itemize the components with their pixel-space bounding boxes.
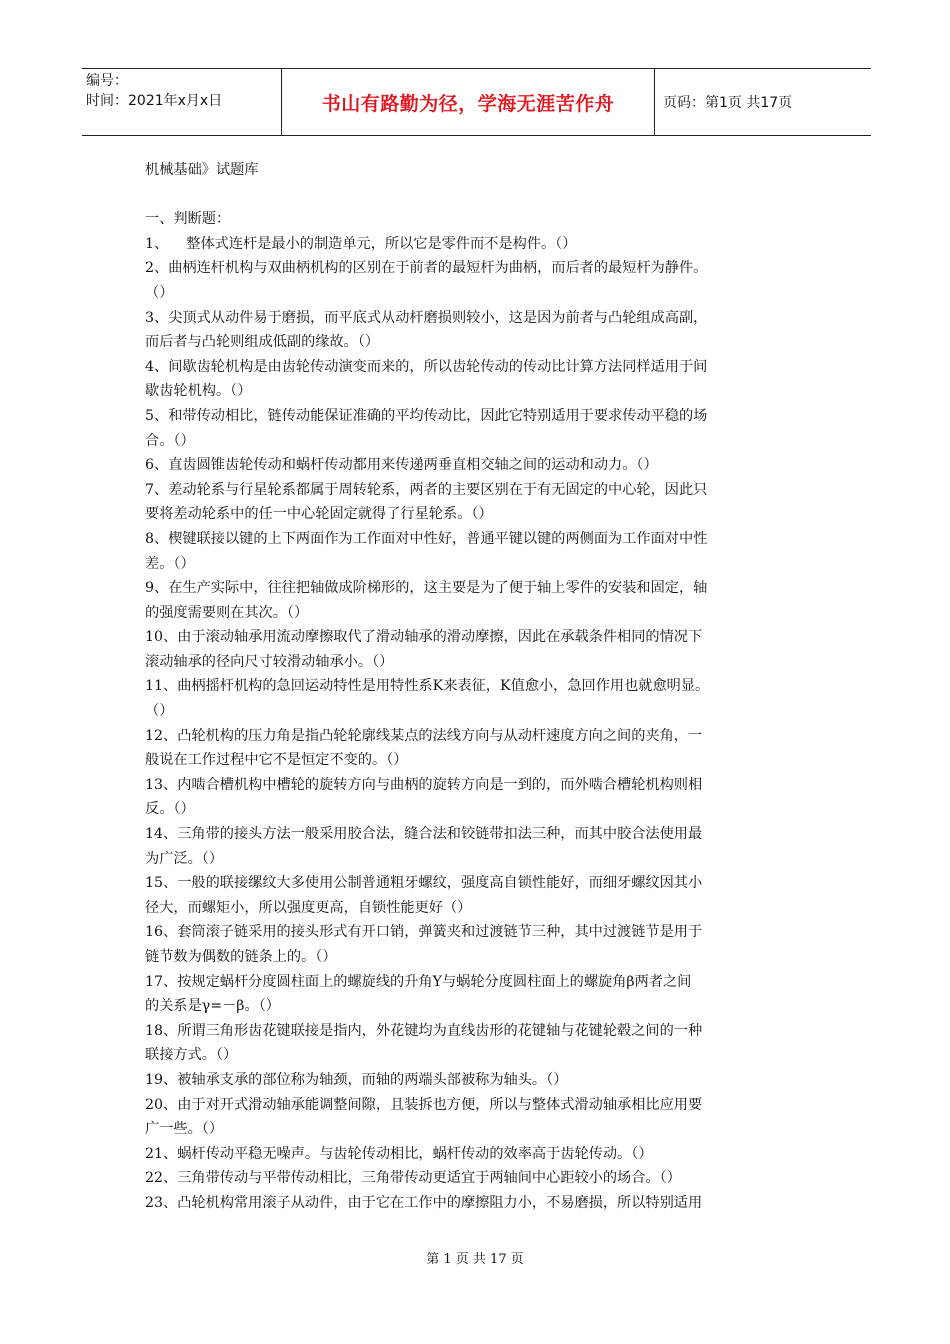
question-list (145, 232, 825, 1216)
question-line: 15、一般的联接缧纹大多使用公制普通粗牙螺纹，强度高自锁性能好，而细牙螺纹因其小 (145, 875, 703, 892)
question-item (145, 1019, 825, 1068)
question-line: 而后者与凸轮则组成低副的缘故。（） (145, 334, 380, 351)
header-motto-cell (282, 69, 655, 135)
question-line: （） (145, 284, 174, 301)
question-line: 23、凸轮机构常用滚子从动件，由于它在工作中的摩擦阻力小，不易磨损，所以特别适用 (145, 1194, 703, 1211)
question-line: 要将差动轮系中的任一中心轮固定就得了行星轮系。（） (145, 506, 493, 523)
question-item (145, 478, 825, 527)
section-heading: 一、判断题： (145, 211, 231, 228)
document-number-label: 编号： (86, 73, 128, 89)
question-line: （） (145, 703, 174, 720)
question-item (145, 773, 825, 822)
question-line: 5、和带传动相比，链传动能保证准确的平均传动比，因此它特别适用于要求传动平稳的场 (145, 407, 708, 424)
question-item (145, 1093, 825, 1142)
question-item (145, 920, 825, 969)
question-line: 7、差动轮系与行星轮系都属于周转轮系，两者的主要区别在于有无固定的中心轮，因此只 (145, 481, 708, 498)
question-line: 径大，而螺矩小，所以强度更高，自锁性能更好（） (145, 899, 472, 916)
question-item (145, 1166, 825, 1191)
question-item (145, 232, 825, 257)
question-item (145, 822, 825, 871)
question-line: 8、楔键联接以键的上下两面作为工作面对中性好，普通平键以键的两侧面为工作面对中性 (145, 530, 708, 547)
question-item (145, 1191, 825, 1216)
question-item (145, 306, 825, 355)
question-line: 6、直齿圆锥齿轮传动和蜗杆传动都用来传递两垂直相交轴之间的运动和动力。（） (145, 457, 658, 474)
question-line: 12、凸轮机构的压力角是指凸轮轮廓线某点的法线方向与从动杆速度方向之间的夹角，一 (145, 727, 703, 744)
question-item (145, 674, 825, 723)
question-item (145, 724, 825, 773)
question-line: 21、蜗杆传动平稳无噪声。与齿轮传动相比，蜗杆传动的效率高于齿轮传动。（） (145, 1145, 653, 1162)
question-line: 10、由于滚动轴承用流动摩擦取代了滑动轴承的滑动摩擦，因此在承载条件相同的情况下 (145, 629, 703, 646)
question-line: 20、由于对开式滑动轴承能调整间隙，且装拆也方便，所以与整体式滑动轴承相比应用要 (145, 1096, 703, 1113)
question-line: 19、被轴承支承的部位称为轴颈，而轴的两端头部被称为轴头。（） (145, 1071, 568, 1088)
question-item (145, 527, 825, 576)
document-body (145, 158, 825, 1216)
document-header (82, 68, 871, 136)
question-item (145, 871, 825, 920)
question-line: 反。（） (145, 801, 195, 818)
question-line: 9、在生产实际中，往往把轴做成阶梯形的，这主要是为了便于轴上零件的安装和固定，轴 (145, 580, 708, 597)
question-line: 差。（） (145, 555, 195, 572)
question-line: 3、尖顶式从动件易于磨损，而平底式从动杆磨损则较小，这是因为前者与凸轮组成高副， (145, 309, 708, 326)
question-line: 广一些。（） (145, 1121, 224, 1138)
question-item (145, 576, 825, 625)
question-line: 合。（） (145, 432, 195, 449)
question-line: 链节数为偶数的链条上的。（） (145, 949, 337, 965)
question-line: 13、内啮合槽机构中槽轮的旋转方向与曲柄的旋转方向是一到的，而外啮合槽轮机构则相 (145, 776, 703, 793)
question-line: 为广泛。（） (145, 850, 224, 867)
question-item (145, 1142, 825, 1167)
question-item (145, 453, 825, 478)
header-page-info: 页码：第1页 共17页 (663, 95, 793, 111)
question-line: 1、 整体式连杆是最小的制造单元，所以它是零件而不是构件。（） (145, 235, 577, 252)
question-line: 11、曲柄摇杆机构的急回运动特性是用特性系K来表征，K值愈小，急回作用也就愈明显。 (145, 678, 710, 695)
question-item (145, 404, 825, 453)
question-line: 18、所谓三角形齿花键联接是指内，外花键均为直线齿形的花键轴与花键轮毂之间的一种 (145, 1022, 703, 1039)
header-page-info-cell (655, 69, 871, 135)
question-item (145, 1068, 825, 1093)
question-line: 的强度需要则在其次。（） (145, 604, 309, 621)
page-footer: 第 1 页 共 17 页 (426, 1252, 524, 1267)
header-motto: 书山有路勤为径，学海无涯苦作舟 (321, 92, 615, 115)
question-line: 歇齿轮机构。（） (145, 383, 252, 400)
question-line: 般说在工作过程中它不是恒定不变的。（） (145, 752, 408, 769)
question-line: 22、三角带传动与平带传动相比，三角带传动更适宜于两轴间中心距较小的场合。（） (145, 1170, 681, 1187)
question-line: 的关系是γ=－β。（） (145, 998, 280, 1015)
question-item (145, 625, 825, 674)
question-line: 14、三角带的接头方法一般采用胶合法，缝合法和铰链带扣法三种，而其中胶合法使用最 (145, 826, 703, 843)
question-item (145, 355, 825, 404)
question-item (145, 970, 825, 1019)
question-line: 2、曲柄连杆机构与双曲柄机构的区别在于前者的最短杆为曲柄，而后者的最短杆为静件。 (145, 260, 708, 277)
question-line: 17、按规定蜗杆分度圆柱面上的螺旋线的升角Y与蜗轮分度圆柱面上的螺旋角β两者之间 (145, 973, 692, 990)
question-item (145, 256, 825, 305)
document-time-label: 时间：2021年x月x日 (86, 93, 223, 109)
question-line: 4、间歇齿轮机构是由齿轮传动演变而来的，所以齿轮传动的传动比计算方法同样适用于间 (145, 358, 708, 375)
header-meta-cell (82, 69, 282, 135)
question-line: 联接方式。（） (145, 1047, 238, 1064)
question-line: 16、套筒滚子链采用的接头形式有开口销，弹簧夹和过渡链节三种，其中过渡链节是用于 (145, 924, 703, 941)
question-line: 滚动轴承的径向尺寸较滑动轴承小。（） (145, 653, 394, 670)
document-title: 机械基础》试题库 (145, 162, 259, 178)
